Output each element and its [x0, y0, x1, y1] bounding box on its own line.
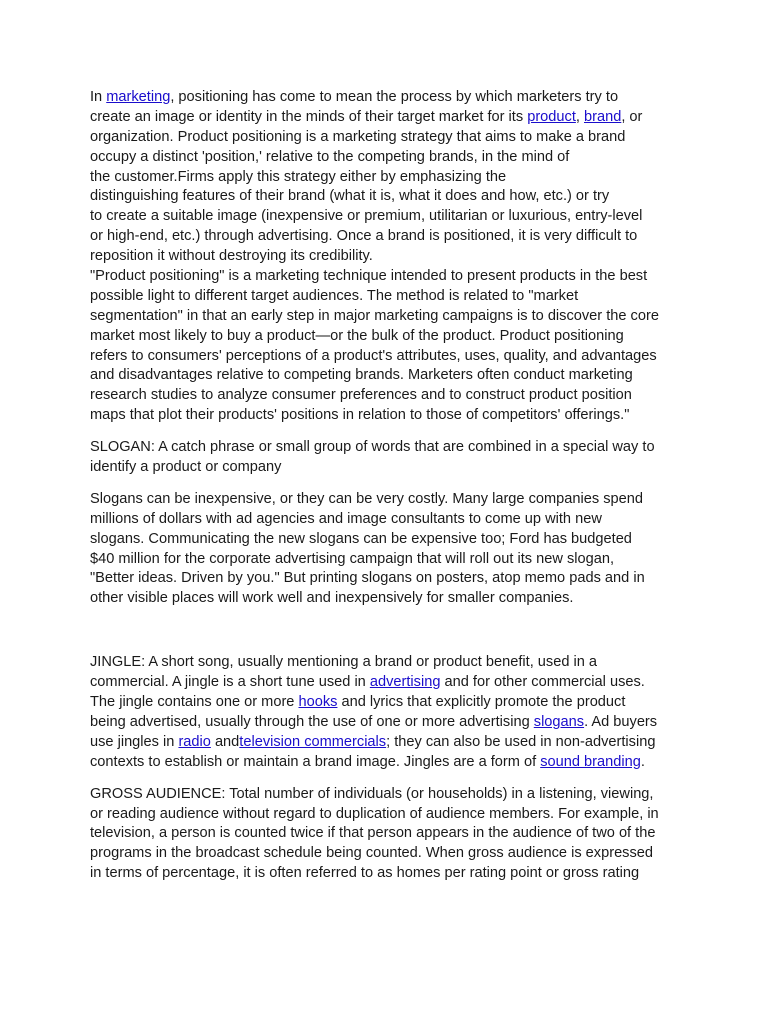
slogan-paragraph [90, 490, 690, 609]
text-run: maps that plot their products' positions in relation to those of competitors' offerings." [90, 407, 630, 424]
gross-audience-paragraph [90, 785, 690, 884]
text-run: possible light to different target audiences. The method is related to "market [90, 287, 579, 304]
positioning-paragraph [90, 88, 690, 426]
text-run: the customer.Firms apply this strategy either by emphasizing the [90, 168, 507, 185]
text-line [90, 207, 690, 227]
text-run: segmentation" in that an early step in major marketing campaigns is to discover the core [90, 307, 659, 324]
text-line [90, 864, 690, 884]
text-run: SLOGAN: A catch phrase or small group of words that are combined in a special way to [90, 439, 655, 456]
text-run: ; they can also be used in non-advertising [386, 733, 656, 750]
text-line [90, 550, 690, 570]
text-run: "Product positioning" is a marketing technique intended to present products in the best [90, 268, 648, 285]
text-run: "Better ideas. Driven by you." But printing slogans on posters, atop memo pads and in [90, 570, 645, 587]
text-run: . Ad buyers [584, 713, 658, 730]
text-run: or high-end, etc.) through advertising. Once a brand is positioned, it is very difficult to [90, 228, 638, 245]
text-line [90, 187, 690, 207]
text-run: television, a person is counted twice if that person appears in the audience of two of the [90, 825, 656, 842]
text-line [90, 366, 690, 386]
text-line [90, 530, 690, 550]
link-advertising[interactable]: advertising [369, 674, 441, 691]
text-line [90, 805, 690, 825]
text-line [90, 713, 690, 733]
text-run: and for other commercial uses. [440, 674, 645, 691]
text-line [90, 753, 690, 773]
text-run: JINGLE: A short song, usually mentioning a brand or product benefit, used in a [90, 654, 598, 671]
text-line [90, 438, 690, 458]
text-line [90, 824, 690, 844]
text-line [90, 510, 690, 530]
link-slogans[interactable]: slogans [533, 713, 585, 730]
link-product[interactable]: product [527, 108, 576, 125]
text-line [90, 88, 690, 108]
text-run: slogans. Communicating the new slogans can be expensive too; Ford has budgeted [90, 530, 632, 547]
text-line [90, 386, 690, 406]
link-television-commercials[interactable]: television commercials [239, 733, 387, 750]
text-run: occupy a distinct 'position,' relative to the competing brands, in the mind of [90, 148, 570, 165]
text-line [90, 227, 690, 247]
text-run: distinguishing features of their brand (what it is, what it does and how, etc.) or try [90, 188, 610, 205]
text-run: to create a suitable image (inexpensive or premium, utilitarian or luxurious, entry-level [90, 208, 643, 225]
text-line [90, 327, 690, 347]
text-run: Slogans can be inexpensive, or they can be very costly. Many large companies spend [90, 490, 643, 507]
text-line [90, 128, 690, 148]
document-page [90, 88, 690, 884]
text-line [90, 287, 690, 307]
text-line [90, 693, 690, 713]
link-brand[interactable]: brand [584, 108, 622, 125]
text-run: and disadvantages relative to competing brands. Marketers often conduct marketing [90, 367, 633, 384]
text-line [90, 653, 690, 673]
text-line [90, 490, 690, 510]
text-line [90, 148, 690, 168]
text-run: commercial. A jingle is a short tune used in [90, 674, 370, 691]
slogan-definition [90, 438, 690, 478]
text-line [90, 168, 690, 188]
link-marketing[interactable]: marketing [106, 89, 171, 105]
text-line [90, 267, 690, 287]
text-run: identify a product or company [90, 459, 282, 476]
text-line [90, 589, 690, 609]
text-run: , or [621, 108, 643, 125]
text-run: use jingles in [90, 733, 179, 750]
text-line [90, 108, 690, 128]
text-run: organization. Product positioning is a marketing strategy that aims to make a brand [90, 128, 626, 145]
text-line [90, 458, 690, 478]
text-run: research studies to analyze consumer preferences and to construct product position [90, 387, 632, 404]
link-sound-branding[interactable]: sound branding [540, 753, 641, 770]
text-run: market most likely to buy a product—or the bulk of the product. Product positioning [90, 327, 624, 344]
text-run: GROSS AUDIENCE: Total number of individuals (or households) in a listening, viewing, [90, 785, 654, 802]
text-line [90, 406, 690, 426]
text-run: programs in the broadcast schedule being counted. When gross audience is expressed [90, 845, 654, 862]
text-line [90, 307, 690, 327]
text-run: create an image or identity in the minds of their target market for its [90, 108, 528, 125]
text-run: millions of dollars with ad agencies and image consultants to come up with new [90, 510, 602, 527]
text-line [90, 569, 690, 589]
text-line [90, 785, 690, 805]
text-run: in terms of percentage, it is often referred to as homes per rating point or gross rating [90, 865, 640, 882]
text-run: and lyrics that explicitly promote the product [337, 694, 626, 711]
text-line [90, 247, 690, 267]
text-run: refers to consumers' perceptions of a product's attributes, uses, quality, and advantages [90, 347, 657, 364]
text-run: In [90, 89, 107, 105]
link-hooks[interactable]: hooks [298, 694, 338, 711]
text-line [90, 347, 690, 367]
text-run: , [575, 108, 584, 125]
text-run: The jingle contains one or more [90, 694, 299, 711]
text-run: . [640, 753, 645, 770]
text-run: reposition it without destroying its credibility. [90, 248, 373, 265]
jingle-paragraph [90, 653, 690, 772]
text-run: contexts to establish or maintain a brand image. Jingles are a form of [90, 753, 541, 770]
text-line [90, 673, 690, 693]
text-line [90, 844, 690, 864]
text-line [90, 733, 690, 753]
text-run: $40 million for the corporate advertising campaign that will roll out its new slogan, [90, 550, 615, 567]
text-run: other visible places will work well and inexpensively for smaller companies. [90, 590, 574, 607]
text-run: or reading audience without regard to duplication of audience members. For example, in [90, 805, 659, 822]
text-run: being advertised, usually through the use of one or more advertising [90, 713, 534, 730]
link-radio[interactable]: radio [178, 733, 211, 750]
text-run: , positioning has come to mean the process by which marketers try to [170, 89, 619, 105]
text-run: and [210, 733, 240, 750]
